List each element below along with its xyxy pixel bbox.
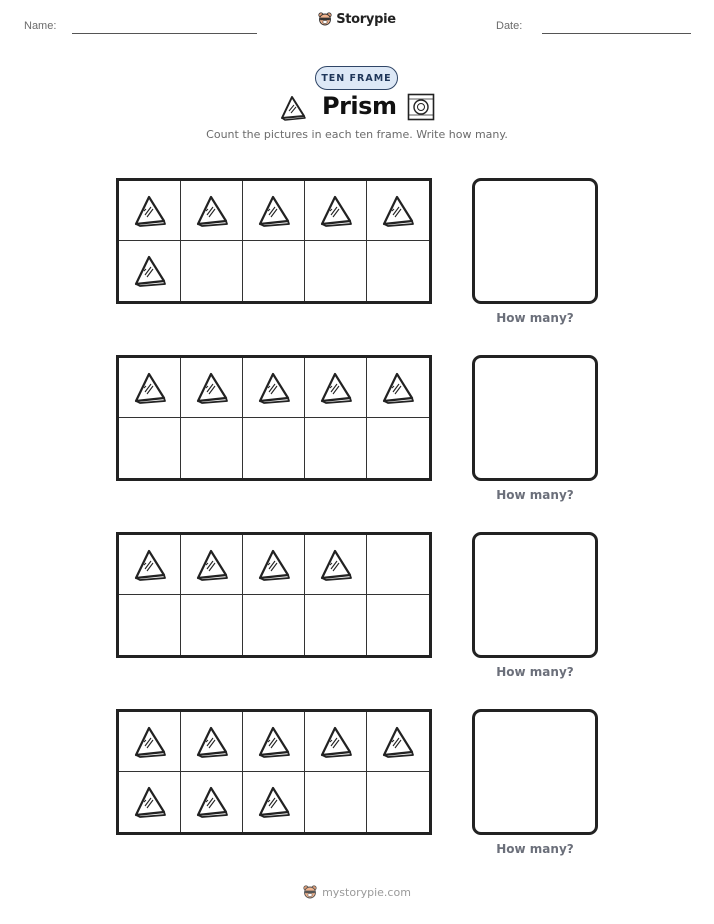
footer xyxy=(0,885,714,900)
ten-frame xyxy=(116,532,432,658)
prism-icon xyxy=(193,193,231,229)
footer-site: mystorypie.com xyxy=(322,886,411,899)
ten-frame-cell xyxy=(367,772,429,832)
ten-frame-cell xyxy=(181,418,243,478)
prism-icon xyxy=(193,784,231,820)
how-many-label: How many? xyxy=(496,842,574,856)
name-line[interactable] xyxy=(72,33,257,34)
bear-logo-icon xyxy=(318,12,332,27)
prism-icon xyxy=(317,370,355,406)
prism-icon xyxy=(255,724,293,760)
answer-box[interactable] xyxy=(472,532,598,658)
ten-frame-cell xyxy=(243,712,305,772)
ten-frame-cell xyxy=(367,535,429,595)
prism-icon xyxy=(379,724,417,760)
prism-icon xyxy=(379,370,417,406)
prism-icon xyxy=(255,547,293,583)
ten-frame-cell xyxy=(305,181,367,241)
ten-frame-cell xyxy=(305,358,367,418)
answer-box[interactable] xyxy=(472,178,598,304)
ten-frame-cell xyxy=(119,535,181,595)
worksheet-badge: TEN FRAME xyxy=(315,66,398,90)
ten-frame-cell xyxy=(367,418,429,478)
ten-frame-cell xyxy=(305,712,367,772)
prism-icon xyxy=(131,193,169,229)
ten-frame xyxy=(116,178,432,304)
prism-icon xyxy=(255,370,293,406)
bear-logo-icon xyxy=(303,885,317,900)
date-line[interactable] xyxy=(542,33,691,34)
ten-frame-cell xyxy=(305,241,367,301)
ten-frame-cell xyxy=(119,241,181,301)
prism-icon xyxy=(193,370,231,406)
ten-frame-cell xyxy=(243,772,305,832)
ten-frame-cell xyxy=(367,712,429,772)
ten-frame-cell xyxy=(119,358,181,418)
how-many-label: How many? xyxy=(496,311,574,325)
ten-frame-cell xyxy=(367,181,429,241)
ten-frame-cell xyxy=(305,772,367,832)
page-title: Prism xyxy=(322,92,397,120)
prism-icon xyxy=(255,784,293,820)
brand xyxy=(0,12,714,27)
ten-frame-cell xyxy=(119,595,181,655)
ten-frame-cell xyxy=(119,418,181,478)
ten-frame-cell xyxy=(181,772,243,832)
how-many-label: How many? xyxy=(496,488,574,502)
title-row xyxy=(0,92,714,124)
ten-frame-cell xyxy=(367,241,429,301)
prism-icon xyxy=(279,95,307,121)
ten-frame-cell xyxy=(119,772,181,832)
prism-icon xyxy=(193,724,231,760)
ten-frame-cell xyxy=(181,712,243,772)
how-many-label: How many? xyxy=(496,665,574,679)
ten-frame xyxy=(116,355,432,481)
ten-frame-cell xyxy=(243,181,305,241)
target-icon xyxy=(407,93,435,121)
ten-frame-cell xyxy=(243,241,305,301)
ten-frame-cell xyxy=(243,535,305,595)
ten-frame-cell xyxy=(367,358,429,418)
prism-icon xyxy=(131,547,169,583)
date-label: Date: xyxy=(496,20,523,32)
ten-frame-cell xyxy=(243,418,305,478)
ten-frame-cell xyxy=(181,358,243,418)
ten-frame-cell xyxy=(181,595,243,655)
instructions: Count the pictures in each ten frame. Write how many. xyxy=(206,128,508,141)
prism-icon xyxy=(131,253,169,289)
prism-icon xyxy=(317,547,355,583)
prism-icon xyxy=(193,547,231,583)
ten-frame-cell xyxy=(181,241,243,301)
answer-box[interactable] xyxy=(472,709,598,835)
ten-frame-cell xyxy=(243,358,305,418)
prism-icon xyxy=(131,784,169,820)
brand-name: Storypie xyxy=(336,12,396,27)
ten-frame-cell xyxy=(305,418,367,478)
ten-frame-cell xyxy=(181,181,243,241)
ten-frame-cell xyxy=(119,712,181,772)
ten-frame-cell xyxy=(305,595,367,655)
prism-icon xyxy=(317,193,355,229)
prism-icon xyxy=(317,724,355,760)
prism-icon xyxy=(379,193,417,229)
prism-icon xyxy=(255,193,293,229)
ten-frame-cell xyxy=(367,595,429,655)
name-label: Name: xyxy=(24,20,57,32)
ten-frame-cell xyxy=(243,595,305,655)
answer-box[interactable] xyxy=(472,355,598,481)
prism-icon xyxy=(131,724,169,760)
prism-icon xyxy=(131,370,169,406)
ten-frame-cell xyxy=(119,181,181,241)
ten-frame-cell xyxy=(181,535,243,595)
ten-frame-cell xyxy=(305,535,367,595)
ten-frame xyxy=(116,709,432,835)
